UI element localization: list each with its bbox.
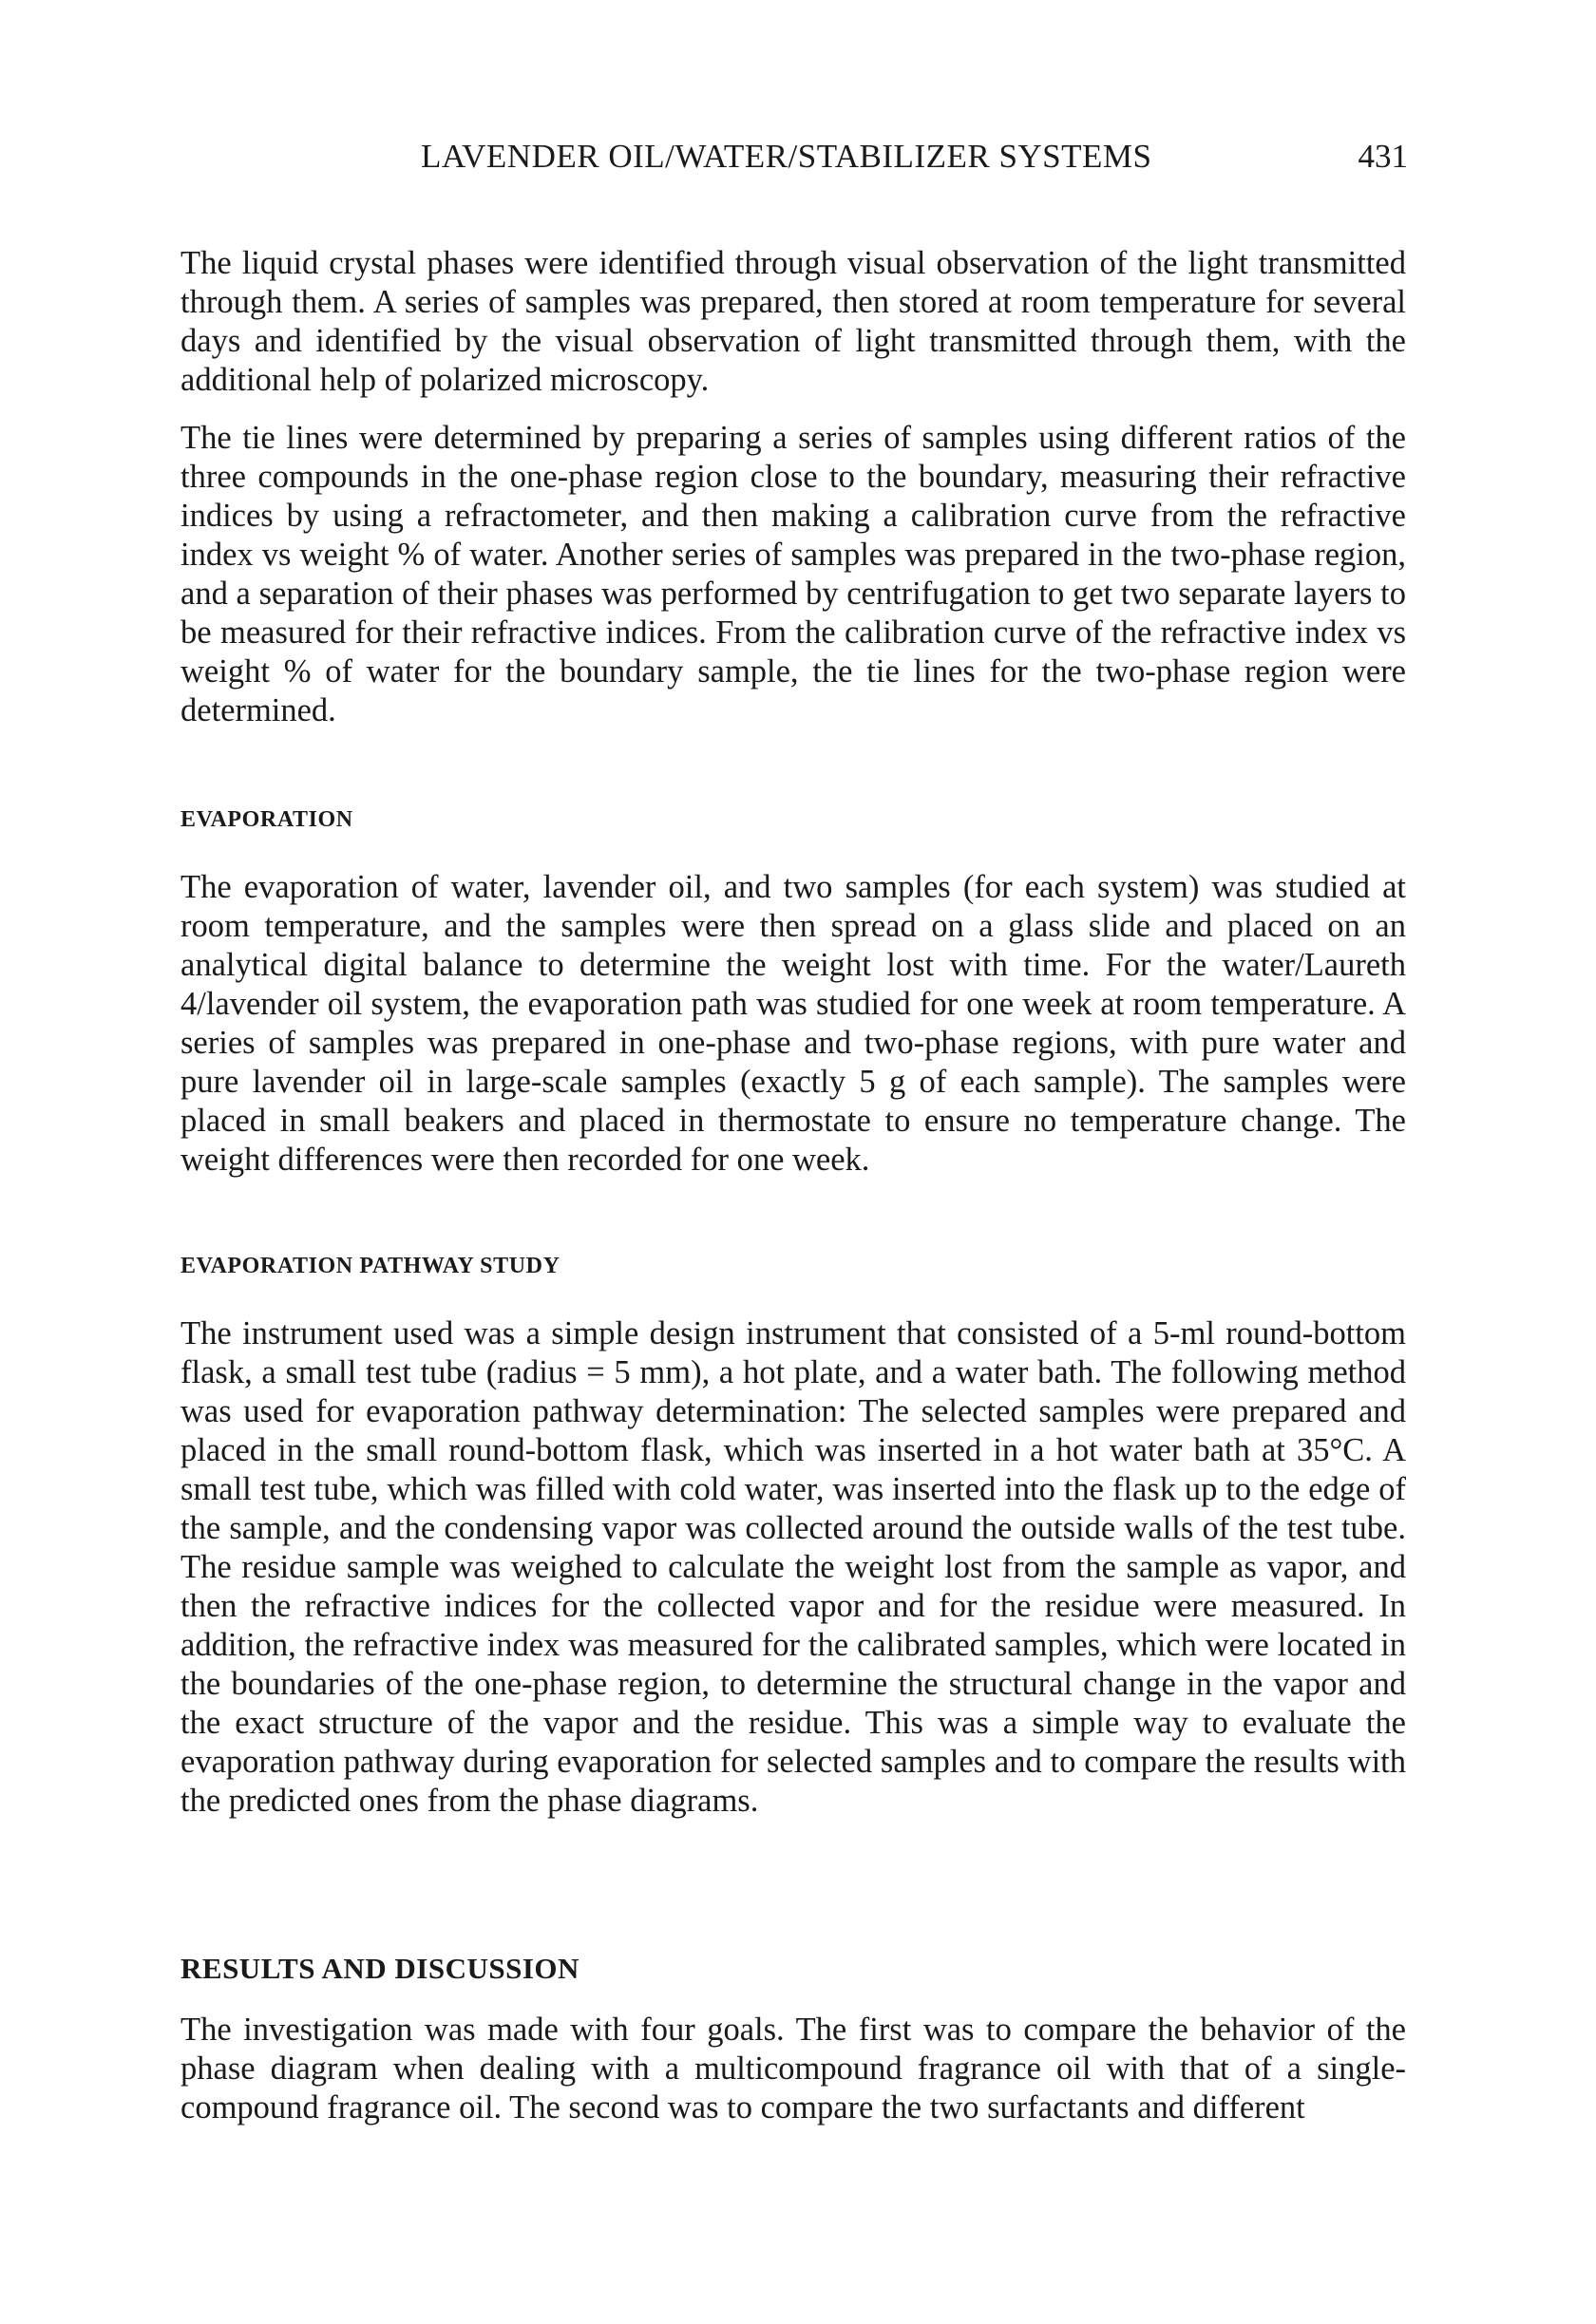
running-title: LAVENDER OIL/WATER/STABILIZER SYSTEMS: [421, 138, 1152, 175]
paragraph-results-intro: The investigation was made with four goals. The first was to compare the behavior of the phase diagram when dealing with a multicompound fragrance oil with that of a single-compound fragrance oil. The second was to compare the two surfactants and different: [180, 2012, 1406, 2126]
paragraph-tie-lines: The tie lines were determined by preparing a series of samples using different ratios of the three compounds in the one-phase region close to the boundary, measuring their refractive indices by using a refractometer, and then making a calibration curve from the refractive index vs weight % of water. Another series of samples was prepared in the two-phase region, and a separation of their phases was performed by centrifugation to get two separate layers to be measured for their refractive indices. From the calibration curve of the refractive index vs weight % of water for the boundary sample, the tie lines for the two-phase region were determined.: [180, 420, 1406, 728]
paragraph-liquid-crystal-phases: The liquid crystal phases were identified through visual observation of the light transmitted through them. A series of samples was prepared, then stored at room temperature for several days and identified by the visual observation of light transmitted through them, with the additional help of polarized microscopy.: [180, 245, 1406, 398]
paragraph-evaporation-pathway: The instrument used was a simple design instrument that consisted of a 5-ml round-bottom flask, a small test tube (radius = 5 mm), a hot plate, and a water bath. The following method was used for evaporation pathway determination: The selected samples were prepared and placed in the small round-bottom flask, which was inserted in a hot water bath at 35°C. A small test tube, which was filled with cold water, was inserted into the flask up to the edge of the sample, and the condensing vapor was collected around the outside walls of the test tube. The residue sample was weighed to calculate the weight lost from the sample as vapor, and then the refractive indices for the collected vapor and for the residue were measured. In addition, the refractive index was measured for the calibrated samples, which were located in the boundaries of the one-phase region, to determine the structural change in the vapor and the exact structure of the vapor and the residue. This was a simple way to evaluate the evaporation pathway during evaporation for selected samples and to compare the results with the predicted ones from the phase diagrams.: [180, 1315, 1406, 1819]
page-number: 431: [1358, 138, 1408, 175]
section-heading-results-and-discussion: RESULTS AND DISCUSSION: [180, 1952, 580, 1985]
running-head: [0, 138, 1596, 185]
paragraph-evaporation: The evaporation of water, lavender oil, and two samples (for each system) was studied at room temperature, and the samples were then spread on a glass slide and placed on an analytical digital balance to determine the weight lost with time. For the water/Laureth 4/lavender oil system, the evaporation path was studied for one week at room temperature. A series of samples was prepared in one-phase and two-phase regions, with pure water and pure lavender oil in large-scale samples (exactly 5 g of each sample). The samples were placed in small beakers and placed in thermostate to ensure no temperature change. The weight differences were then recorded for one week.: [180, 869, 1406, 1178]
subheading-evaporation: EVAPORATION: [180, 807, 353, 832]
subheading-evaporation-pathway-study: EVAPORATION PATHWAY STUDY: [180, 1254, 560, 1278]
